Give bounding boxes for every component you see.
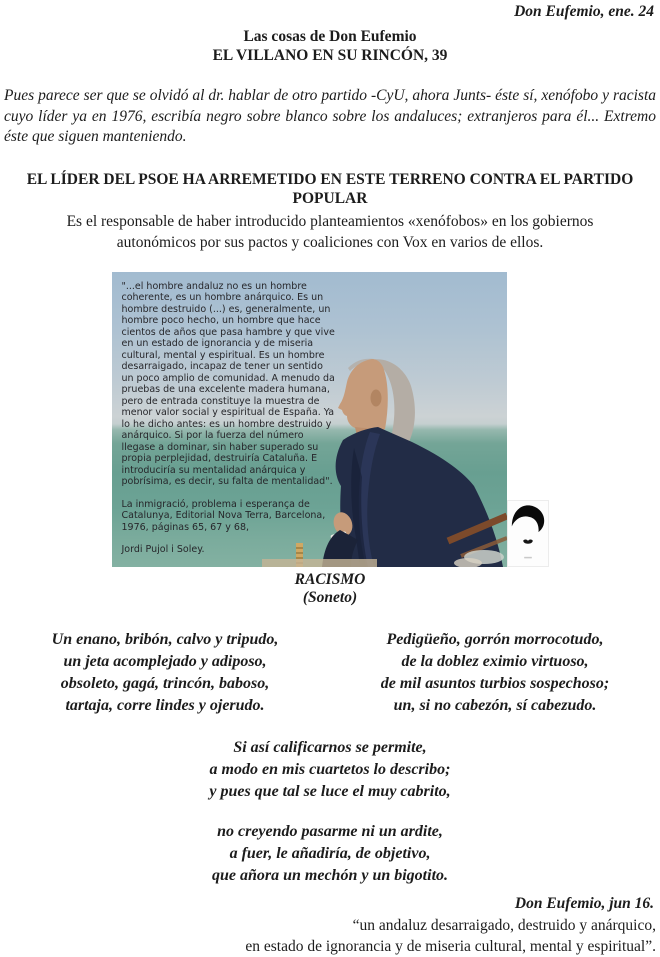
quatrains [0, 629, 660, 717]
quote-text: "...el hombre andaluz no es un hombre coherente, es un hombre anárquico. Es un hombre destruido (...) es, generalmente, un hombre poco hecho, un hombre que hace cientos de años que pasa hambre y que vive en un estado de ignorancia y de miseria cultural, mental y espiritual. Es un hombre desarraigado, incapaz de tener un sentido un poco amplio de comunidad. A menudo da pruebas de una excelente madera humana, pero de entrada constituye la muestra de menor valor social y espiritual de España. Ya lo he dicho antes: es un hombre destruido y anárquico. Si por la fuerza del número llegase a dominar, sin haber superado su propia perplejidad, destruiría Cataluña. E introduciría su mentalidad anárquica y pobrísima, es decir, su falta de mentalidad". [121, 280, 335, 487]
poem-line: de mil asuntos turbios sospechoso; [380, 674, 610, 692]
poem-line: y pues que tal se luce el muy cabrito, [209, 782, 451, 800]
poem-subtitle: (Soneto) [302, 588, 358, 606]
poem-line: tartaja, corre lindes y ojerudo. [65, 696, 265, 714]
byline-date-bottom: Don Eufemio, jun 16. [514, 894, 654, 912]
footer-quote-line-2: en estado de ignorancia y de miseria cultural, mental y espiritual”. [245, 937, 656, 955]
poem-line: Si así calificarnos se permite, [233, 738, 427, 756]
intro-paragraph: Pues parece ser que se olvidó al dr. hablar de otro partido -CyU, ahora Junts- éste sí, xenófobo y racista cuyo líder ya en 1976, escribía negro sobre blanco sobre los andaluces; extranjeros para él... Extremo éste que siguen manteniendo. [4, 87, 656, 145]
series-title: Las cosas de Don Eufemio [243, 28, 417, 45]
subheadline: Es el responsable de haber introducido planteamientos «xenófobos» en los gobiernos autonómicos por sus pactos y coaliciones con Vox en varios de ellos. [66, 212, 594, 251]
poem-line: Pedigüeño, gorrón morrocotudo, [386, 630, 604, 648]
poem-line: no creyendo pasarme ni un ardite, [217, 822, 443, 840]
photo-quote-overlay [122, 281, 338, 567]
poem-line: un, si no cabezón, sí cabezudo. [393, 696, 597, 714]
pujol-photo [112, 272, 507, 567]
poem-title: RACISMO [294, 570, 366, 588]
footer-quote [0, 915, 656, 957]
poem-line: a modo en mis cuartetos lo describo; [209, 760, 451, 778]
quote-author: Jordi Pujol i Soley. [121, 544, 205, 555]
tercet-1 [0, 737, 660, 803]
headline: EL LÍDER DEL PSOE HA ARREMETIDO EN ESTE TERRENO CONTRA EL PARTIDO POPULAR [26, 170, 634, 207]
quote-citation: La inmigració, problema i esperança de Catalunya, Editorial Nova Terra, Barcelona, 1976, páginas 65, 67 y 68, [121, 498, 326, 533]
poem-line: un jeta acomplejado y adiposo, [63, 652, 267, 670]
hitler-hair-mustache-icon [507, 500, 549, 567]
quatrain-left [0, 629, 330, 717]
poem-line: a fuer, le añadiría, de objetivo, [229, 844, 431, 862]
quatrain-right [330, 629, 660, 717]
tercet-2 [0, 821, 660, 887]
poem-line: Un enano, bribón, calvo y tripudo, [51, 630, 279, 648]
poem-line: que añora un mechón y un bigotito. [211, 866, 449, 884]
article-title: EL VILLANO EN SU RINCÓN, 39 [212, 47, 448, 64]
figure [112, 272, 549, 567]
poem-line: de la doblez eximio virtuoso, [401, 652, 589, 670]
byline-date-top: Don Eufemio, ene. 24 [514, 3, 654, 20]
footer-quote-line-1: “un andaluz desarraigado, destruido y anárquico, [352, 916, 656, 934]
poem-line: obsoleto, gagá, trincón, baboso, [60, 674, 270, 692]
